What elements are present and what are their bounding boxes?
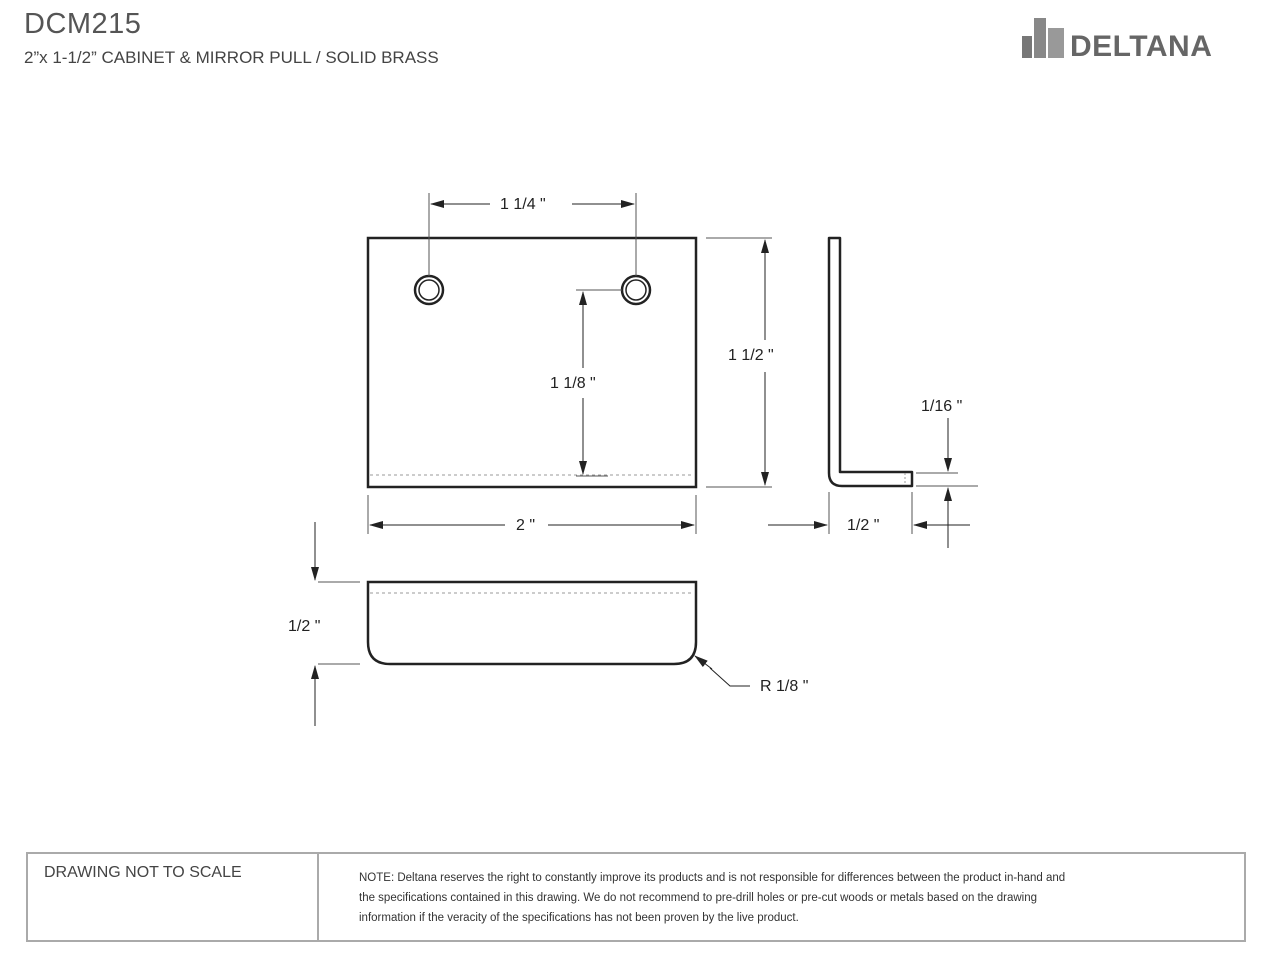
bottom-view: [368, 582, 696, 664]
brand-name: DELTANA: [1070, 30, 1213, 63]
disclaimer-line: NOTE: Deltana reserves the right to constantly improve its products and is not responsible for differences between the product in-hand and: [359, 872, 1066, 884]
footer-box: [26, 852, 1246, 942]
dim-radius: [695, 656, 808, 695]
dim-hole-height-label: 1 1/8 ": [550, 375, 596, 392]
dim-depth-bottom: [288, 522, 360, 726]
dim-height-label: 1 1/2 ": [728, 347, 774, 364]
disclaimer-line: information if the veracity of the specifications has not been proven by the live product.: [359, 912, 799, 924]
dim-depth-bottom-label: 1/2 ": [288, 618, 321, 635]
disclaimer-line: the specifications contained in this drawing. We do not recommend to pre-drill holes or pre-cut woods or metals based on the drawing: [359, 892, 1038, 904]
dim-hole-height: [550, 290, 622, 476]
dim-thickness-label: 1/16 ": [921, 398, 963, 415]
dim-depth-side: [768, 492, 970, 534]
dim-hole-spacing: [429, 193, 636, 276]
dim-radius-label: R 1/8 ": [760, 678, 809, 695]
disclaimer-note: [319, 854, 1244, 940]
dim-height: [706, 238, 774, 487]
side-view: [829, 238, 912, 486]
front-view: [368, 238, 696, 487]
dim-hole-spacing-label: 1 1/4 ": [500, 196, 546, 213]
dim-depth-side-label: 1/2 ": [847, 517, 880, 534]
dim-width: [368, 495, 696, 534]
dim-width-label: 2 ": [516, 517, 536, 534]
product-description: 2”x 1-1/2” CABINET & MIRROR PULL / SOLID BRASS: [24, 48, 439, 67]
scale-note: DRAWING NOT TO SCALE: [28, 854, 319, 940]
product-code: DCM215: [24, 8, 142, 40]
